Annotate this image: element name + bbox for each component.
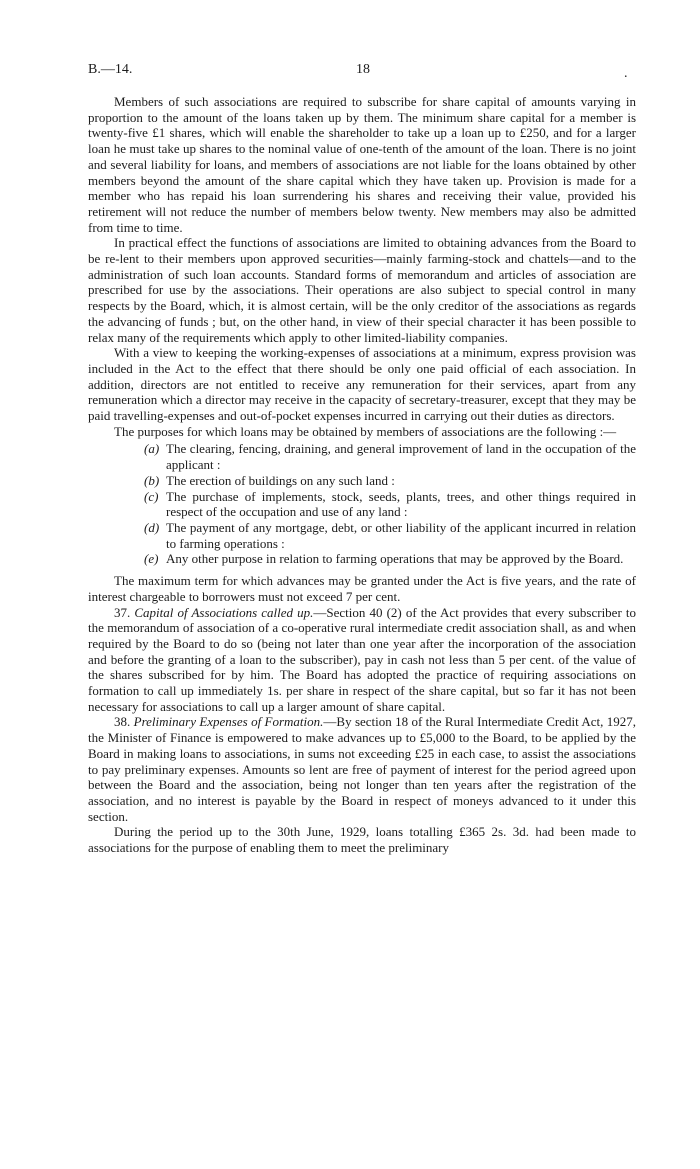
- purposes-list: [88, 441, 636, 567]
- paragraph-functions: In practical effect the functions of associations are limited to obtaining advances from the Board to be re-lent to their members upon approved securities—mainly farming-stock and chattels—and to the administration of such loan accounts. Standard forms of memorandum and articles of association are prescribed for use by the associations. Their operations are also subject to special control in many respects by the Board, which, it is almost certain, will be the only creditor of the associations as regards the advancing of funds ; but, on the other hand, in view of their special character it has been possible to relax many of the requirements which apply to other limited-liability companies.: [88, 235, 636, 345]
- page-header: [88, 62, 628, 82]
- section-37-number: 37.: [114, 604, 131, 620]
- section-37-heading: Capital of Associations called up.: [134, 604, 314, 620]
- list-item: [88, 441, 636, 472]
- section-38-number: 38.: [114, 714, 131, 730]
- paragraph-period: During the period up to the 30th June, 1929, loans totalling £365 2s. 3d. had been made to associations for the purpose of enabling them to meet the preliminary: [88, 824, 636, 856]
- section-38-text: —By section 18 of the Rural Intermediate Credit Act, 1927, the Minister of Finance is empowered to make advances up to £5,000 to the Board, to be applied by the Board in making loans to associations, in sums not exceeding £25 in each case, to assist the associations to pay preliminary expenses. Amounts so lent are free of payment of interest for the period agreed upon between the Board and the association, being not longer than ten years after the registration of the association, and no interest is payable by the Board in respect of moneys advanced to it under this section.: [88, 714, 637, 824]
- list-item-label: (d): [144, 519, 160, 535]
- paragraph-working-expenses: With a view to keeping the working-expenses of associations at a minimum, express provision was included in the Act to the effect that there should be only one paid official of each association. In addition, directors are not entitled to receive any remuneration for their services, apart from any remuneration which a director may receive in the capacity of secretary-treasurer, except that they may be paid travelling-expenses and out-of-pocket expenses incurred in carrying out their duties as directors.: [88, 345, 636, 424]
- list-item-text: The clearing, fencing, draining, and general improvement of land in the occupation of the applicant :: [166, 441, 636, 473]
- header-mark: .: [624, 66, 628, 81]
- list-item: [88, 520, 636, 551]
- section-37-text: —Section 40 (2) of the Act provides that every subscriber to the memorandum of association of a co-operative rural intermediate credit association shall, as and when required by the Board to do so (being not later than one year after the incorporation of the association and before the granting of a loan to the subscriber), pay in cash not less than 5 per cent. of the value of the shares subscribed for by him. The Board has adopted the practice of requiring associations on formation to call up immediately 1s. per share in respect of the share capital, but so far it has not been necessary for associations to call up a larger amount of share capital.: [88, 604, 636, 714]
- paragraph-purposes: The purposes for which loans may be obtained by members of associations are the following :—: [114, 423, 617, 439]
- list-item-text: Any other purpose in relation to farming operations that may be approved by the Board.: [166, 551, 624, 567]
- list-item: [88, 473, 636, 489]
- section-38: [88, 714, 636, 824]
- list-item: [88, 489, 636, 520]
- list-item-label: (e): [144, 551, 159, 567]
- list-item-label: (c): [144, 488, 159, 504]
- document-body: [88, 94, 636, 856]
- list-item-label: (b): [144, 472, 160, 488]
- page-number: 18: [356, 62, 370, 77]
- paragraph-maximum-term: The maximum term for which advances may be granted under the Act is five years, and the rate of interest chargeable to borrowers must not exceed 7 per cent.: [88, 573, 636, 604]
- list-item-label: (a): [144, 441, 160, 457]
- list-item-text: The payment of any mortgage, debt, or other liability of the applicant incurred in relation to farming operations :: [166, 519, 636, 551]
- list-item-text: The erection of buildings on any such land :: [166, 472, 395, 488]
- document-code: B.—14.: [88, 62, 133, 77]
- paragraph-members: Members of such associations are required to subscribe for share capital of amounts varying in proportion to the amount of the loans taken up by them. The minimum share capital for a member is twenty-five £1 shares, which will enable the shareholder to take up a loan up to £250, and for a larger loan he must take up shares to the nominal value of one-tenth of the amount of the loan. There is no joint and several liability for loans, and members of associations are not liable for the loans obtained by other members beyond the amount of the share capital which they have taken up. Provision is made for a member who has repaid his loan surrendering his shares and receiving their value, provided his retirement will not reduce the number of members below twenty. New members may also be admitted from time to time.: [88, 94, 636, 235]
- section-37: [88, 605, 636, 715]
- list-item-text: The purchase of implements, stock, seeds, plants, trees, and other things required in respect of the occupation and use of any land :: [166, 488, 636, 520]
- section-38-heading: Preliminary Expenses of Formation.: [133, 714, 324, 730]
- list-item: [88, 551, 636, 567]
